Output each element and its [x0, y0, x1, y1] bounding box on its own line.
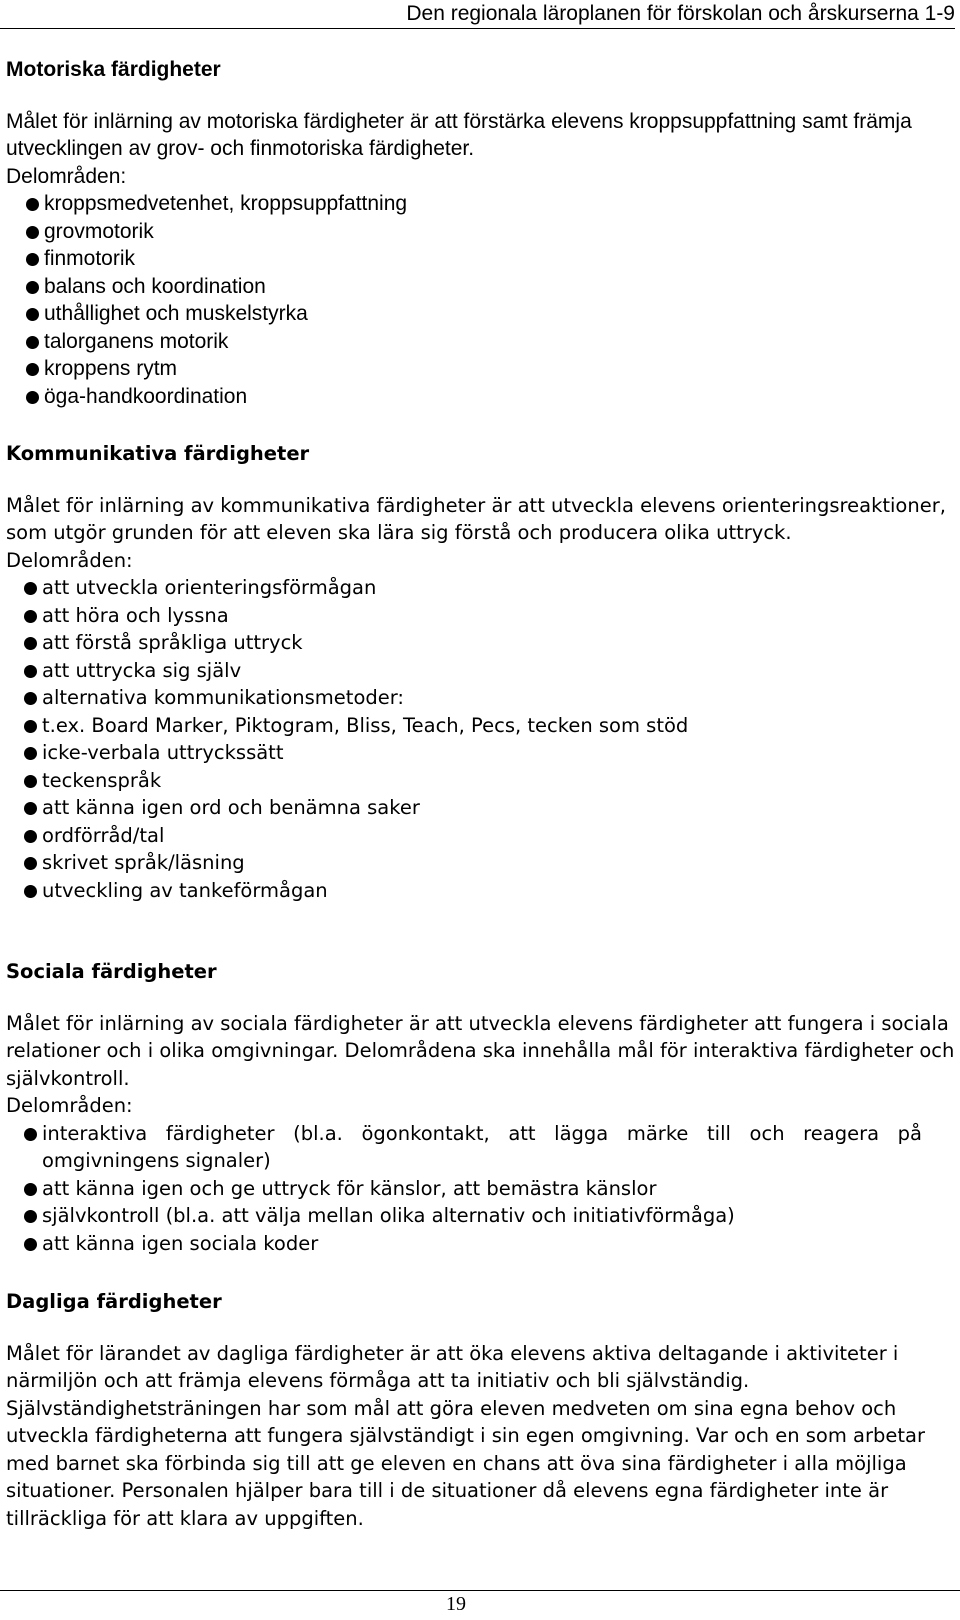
bullet-icon: [26, 198, 39, 211]
section-sociala: [6, 958, 956, 1257]
bullet-icon: [24, 582, 37, 595]
section-heading: Dagliga färdigheter: [6, 1290, 222, 1313]
list-item: att känna igen och ge uttryck för känslor, att bemästra känslor: [24, 1175, 956, 1203]
list-item: att uttrycka sig själv: [24, 657, 956, 685]
page-header: [0, 0, 955, 29]
list-item: att känna igen ord och benämna saker: [24, 794, 956, 822]
list-item: att höra och lyssna: [24, 602, 956, 630]
bullet-icon: [26, 308, 39, 321]
list-item: skrivet språk/läsning: [24, 849, 956, 877]
bullet-icon: [24, 637, 37, 650]
list-item: teckenspråk: [24, 767, 956, 795]
bullet-icon: [26, 336, 39, 349]
list-item: finmotorik: [26, 245, 956, 273]
section-text: Målet för inlärning av sociala färdigheter är att utveckla elevens färdigheter att fungera i sociala relationer och i olika omgivningar. Delområdena ska innehålla mål för interaktiva färdigheter och självkontroll.: [6, 1011, 955, 1090]
bullet-icon: [24, 610, 37, 623]
bullet-icon: [24, 802, 37, 815]
bullet-icon: [26, 226, 39, 239]
bullet-icon: [24, 720, 37, 733]
list-item: självkontroll (bl.a. att välja mellan olika alternativ och initiativförmåga): [24, 1202, 956, 1230]
section-kommunikativa: [6, 440, 956, 904]
bullet-icon: [24, 665, 37, 678]
list-item: kroppens rytm: [26, 355, 956, 383]
header-title: Den regionala läroplanen för förskolan och årskurserna 1-9: [406, 2, 955, 25]
subareas-label: Delområden:: [6, 1094, 133, 1117]
list-item: t.ex. Board Marker, Piktogram, Bliss, Teach, Pecs, tecken som stöd: [24, 712, 956, 740]
section-motoriska: [6, 56, 956, 410]
list-item: öga-handkoordination: [26, 383, 956, 411]
list-item: talorganens motorik: [26, 328, 956, 356]
list-item: grovmotorik: [26, 218, 956, 246]
bullet-icon: [24, 885, 37, 898]
bullet-icon: [26, 391, 39, 404]
section-dagliga: [6, 1288, 956, 1532]
bullet-icon: [24, 747, 37, 760]
page-footer: [0, 1590, 960, 1620]
section-text: Målet för inlärning av motoriska färdigheter är att förstärka elevens kroppsuppfattning samt främja utvecklingen av grov- och finmotoriska färdigheter.: [6, 109, 912, 160]
bullet-icon: [24, 1183, 37, 1196]
bullet-icon: [24, 1210, 37, 1223]
section-heading: Kommunikativa färdigheter: [6, 442, 310, 465]
list-item: att förstå språkliga uttryck: [24, 629, 956, 657]
bullet-icon: [26, 253, 39, 266]
subareas-list: [6, 1120, 956, 1258]
bullet-icon: [24, 692, 37, 705]
list-item: uthållighet och muskelstyrka: [26, 300, 956, 328]
list-item: alternativa kommunikationsmetoder:: [24, 684, 956, 712]
bullet-icon: [24, 1128, 37, 1141]
section-text: Målet för lärandet av dagliga färdigheter är att öka elevens aktiva deltagande i aktiviteter i närmiljön och att främja elevens förmåga att ta initiativ och bli självständig.: [6, 1341, 899, 1392]
subareas-label: Delområden:: [6, 548, 133, 572]
bullet-icon: [24, 1238, 37, 1251]
list-item: icke-verbala uttryckssätt: [24, 739, 956, 767]
subareas-label: Delområden:: [6, 164, 127, 188]
section-text-2: Självständighetsträningen har som mål att göra eleven medveten om sina egna behov och utveckla färdigheterna att fungera självständigt i sin egen omgivning. Var och en som arbetar med barnet ska förbinda sig till att ge eleven en chans att öva sina färdigheter i alla möjliga situationer. Personalen hjälper bara till i de situationer då elevens egna färdigheter inte är tillräckliga för att klara av uppgiften.: [6, 1396, 925, 1530]
bullet-icon: [24, 775, 37, 788]
list-item: interaktiva färdigheter (bl.a. ögonkontakt, att lägga märke till och reagera på omgivningens signaler): [24, 1120, 956, 1175]
subareas-list: [6, 574, 956, 904]
bullet-icon: [26, 363, 39, 376]
list-item: att känna igen sociala koder: [24, 1230, 956, 1258]
list-item: utveckling av tankeförmågan: [24, 877, 956, 905]
list-item: ordförråd/tal: [24, 822, 956, 850]
list-item: att utveckla orienteringsförmågan: [24, 574, 956, 602]
list-item: balans och koordination: [26, 273, 956, 301]
list-item: kroppsmedvetenhet, kroppsuppfattning: [26, 190, 956, 218]
section-heading: Sociala färdigheter: [6, 960, 217, 983]
page-number: 19: [446, 1593, 466, 1615]
bullet-icon: [24, 830, 37, 843]
bullet-icon: [24, 857, 37, 870]
section-text: Målet för inlärning av kommunikativa färdigheter är att utveckla elevens orienteringsreaktioner, som utgör grunden för att eleven ska lära sig förstå och producera olika uttryck.: [6, 493, 946, 544]
section-heading: Motoriska färdigheter: [6, 58, 221, 81]
bullet-icon: [26, 281, 39, 294]
subareas-list: [6, 190, 956, 410]
